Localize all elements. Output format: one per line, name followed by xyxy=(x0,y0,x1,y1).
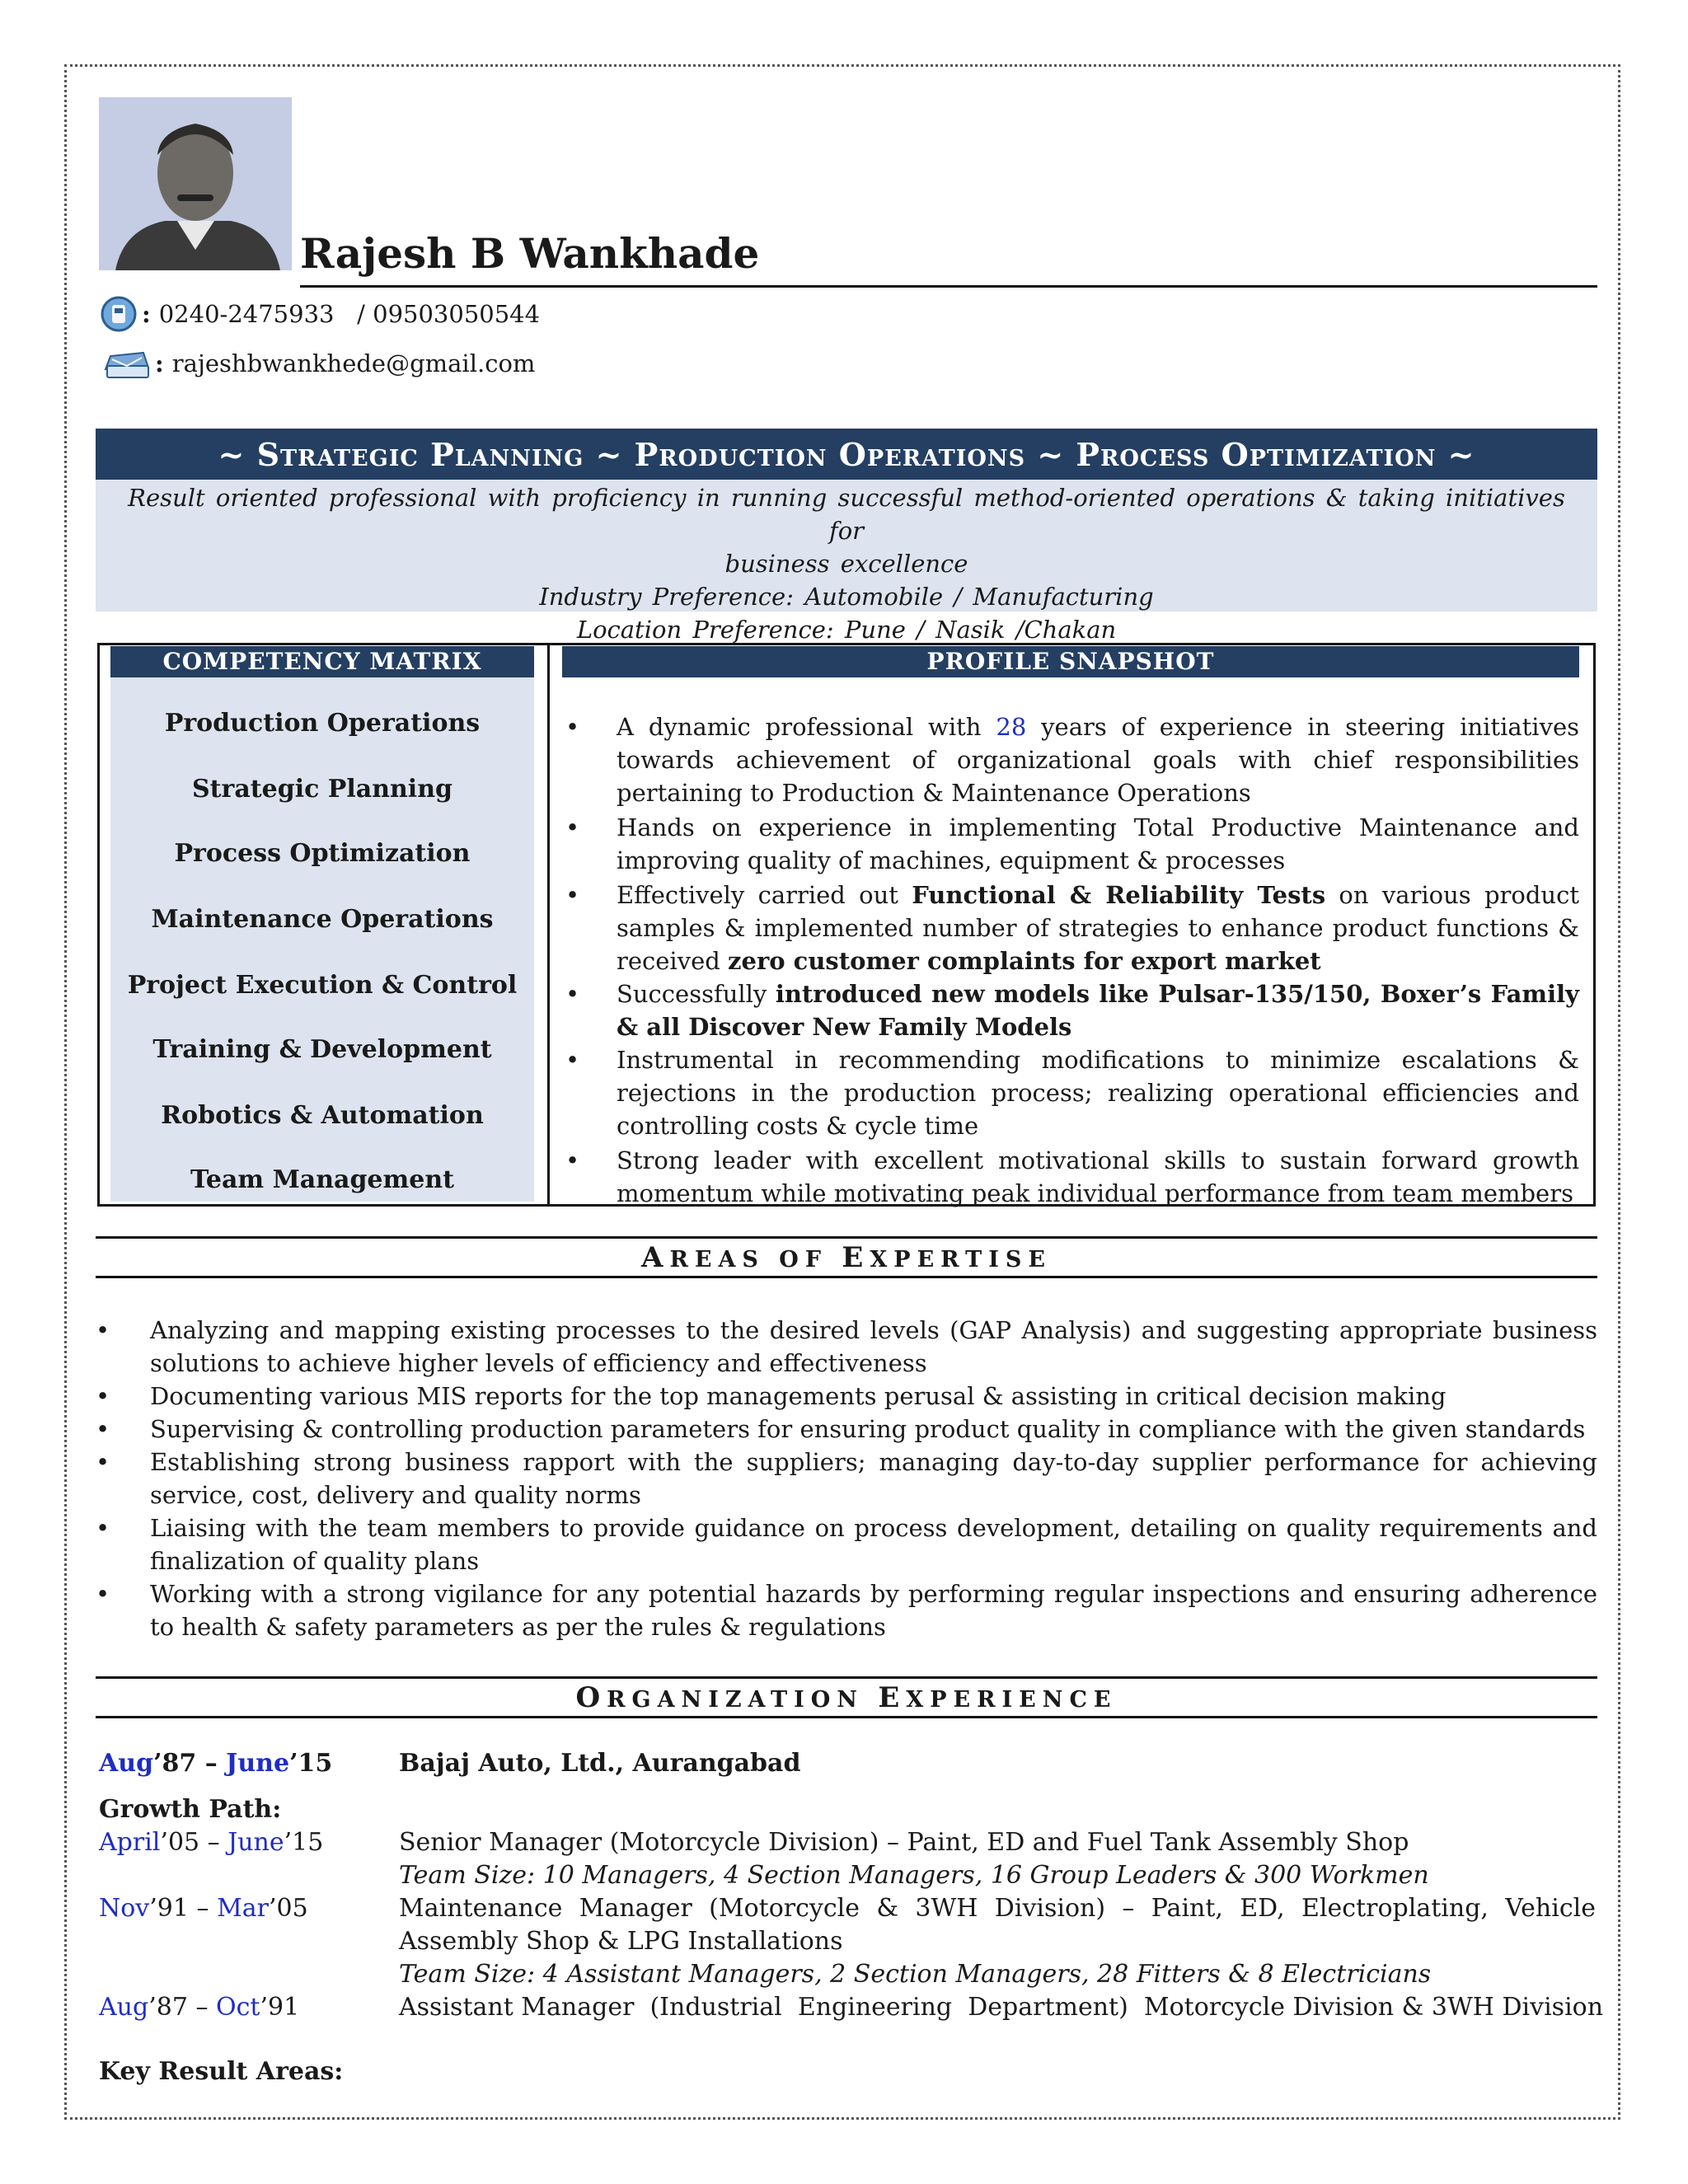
competency-heading: COMPETENCY MATRIX xyxy=(110,646,534,677)
employment-period xyxy=(99,1747,332,1780)
expertise-item: • Working with a strong vigilance for any potential hazards by performing regular inspections and ensuring adherence to health & safety parameters as per the rules & regulations xyxy=(96,1577,1597,1643)
summary-line: business excellence xyxy=(724,550,968,578)
location-preference: Location Preference: Pune / Nasik /Chakan xyxy=(576,616,1117,644)
profile-bullet: • Strong leader with excellent motivational skills to sustain forward growth momentum while motivating peak individual performance from team members xyxy=(565,1144,1579,1210)
heading-cap: A xyxy=(641,1241,670,1274)
summary-block xyxy=(96,480,1597,644)
profile-highlight: Functional & Reliability Tests xyxy=(912,881,1326,909)
expertise-heading xyxy=(96,1241,1597,1277)
profile-text: Effectively carried out xyxy=(617,881,912,909)
key-result-areas-label: Key Result Areas: xyxy=(99,2057,344,2086)
profile-text: on various product samples & implemented number of strategies to enhance product functions & received xyxy=(617,881,1579,975)
column-divider xyxy=(547,643,550,1207)
phone-number: 0240-2475933 / 09503050544 xyxy=(158,300,541,328)
competency-item: Process Optimization xyxy=(174,839,471,868)
heading-cap: E xyxy=(878,1681,907,1714)
profile-text: A dynamic professional with xyxy=(617,713,996,741)
competency-item: Maintenance Operations xyxy=(151,905,494,934)
expertise-item: • Liaising with the team members to provide guidance on process development, detailing on quality requirements and finalization of quality plans xyxy=(96,1511,1597,1577)
competency-item: Team Management xyxy=(190,1165,455,1194)
heading-text: RGANIZATION xyxy=(607,1687,879,1713)
expertise-item: • Analyzing and mapping existing processes to the desired levels (GAP Analysis) and suggesting appropriate business solutions to achieve higher levels of efficiency and effectiveness xyxy=(96,1314,1597,1380)
profile-text: years of experience in steering initiatives towards achievement of organizational goals with chief responsibilities pertaining to Production & Maintenance Operations xyxy=(617,713,1579,807)
profile-bullet: • Instrumental in recommending modifications to minimize escalations & rejections in the production process; realizing operational efficiencies and controlling costs & cycle time xyxy=(565,1043,1579,1142)
date-month: April xyxy=(99,1828,161,1857)
candidate-name: Rajesh B Wankhade xyxy=(300,229,760,278)
profile-bullet xyxy=(565,710,1579,809)
expertise-item: • Establishing strong business rapport with the suppliers; managing day-to-day supplier performance for achieving service, cost, delivery and quality norms xyxy=(96,1446,1597,1511)
growth-path-label: Growth Path: xyxy=(99,1795,282,1824)
heading-cap: E xyxy=(842,1241,870,1274)
date-year: ’05 – xyxy=(160,1828,228,1857)
competency-item: Strategic Planning xyxy=(192,775,452,804)
email-address[interactable]: rajeshbwankhede@gmail.com xyxy=(171,349,536,377)
competency-item: Project Execution & Control xyxy=(127,971,518,1000)
team-size: Team Size: 4 Assistant Managers, 2 Section Managers, 28 Fitters & 8 Electricians xyxy=(399,1960,1432,1989)
expertise-item: • Documenting various MIS reports for the top managements perusal & assisting in critical decision making xyxy=(96,1380,1597,1413)
date-year: ’87 – xyxy=(148,1993,216,2022)
profile-bullet xyxy=(565,977,1579,1043)
profile-bullet: • Hands on experience in implementing Total Productive Maintenance and improving quality of machines, equipment & processes xyxy=(565,811,1579,877)
profile-photo-figure xyxy=(99,97,292,270)
headline-banner: ~ Strategic Planning ~ Production Operations ~ Process Optimization ~ xyxy=(96,429,1597,480)
years-experience: 28 xyxy=(996,713,1027,741)
date-year: ’91 xyxy=(260,1993,300,2022)
date-year: ’05 xyxy=(269,1894,308,1923)
role-title: Assistant Manager (Industrial Engineering Department) Motorcycle Division & 3WH Division xyxy=(399,1993,1604,2022)
summary-line: Result oriented professional with proficiency in running successful method-oriented operations & taking initiatives for xyxy=(128,484,1565,545)
role-period xyxy=(99,1991,299,2024)
section-rule xyxy=(96,1716,1597,1718)
expertise-list xyxy=(96,1314,1597,1643)
company-name: Bajaj Auto, Ltd., Aurangabad xyxy=(399,1749,801,1778)
email-row xyxy=(99,344,535,382)
heading-text: REAS OF xyxy=(669,1247,842,1272)
profile-photo xyxy=(99,97,292,270)
date-year: ’15 xyxy=(284,1828,324,1857)
date-year: ’87 – xyxy=(153,1749,227,1778)
date-month: Aug xyxy=(99,1749,154,1778)
date-month: Mar xyxy=(217,1894,270,1923)
heading-text: XPERIENCE xyxy=(906,1687,1118,1713)
date-month: June xyxy=(227,1828,284,1857)
date-month: June xyxy=(226,1749,290,1778)
date-year: ’15 xyxy=(289,1749,333,1778)
phone-icon xyxy=(99,295,140,333)
role-title: Senior Manager (Motorcycle Division) – Paint, ED and Fuel Tank Assembly Shop xyxy=(399,1828,1409,1857)
date-month: Nov xyxy=(99,1894,150,1923)
email-icon xyxy=(99,344,153,382)
phone-row xyxy=(99,295,540,333)
date-year: ’91 – xyxy=(149,1894,218,1923)
experience-heading xyxy=(96,1681,1597,1717)
heading-cap: O xyxy=(575,1681,607,1714)
profile-highlight: introduced new models like Pulsar-135/150, Boxer’s Family & all Discover New Family Models xyxy=(617,980,1579,1041)
expertise-item: • Supervising & controlling production parameters for ensuring product quality in compliance with the given standards xyxy=(96,1413,1597,1446)
date-month: Aug xyxy=(99,1993,149,2022)
profile-bullet xyxy=(565,879,1579,977)
section-rule xyxy=(96,1276,1597,1278)
role-title: Maintenance Manager (Motorcycle & 3WH Division) – Paint, ED, Electroplating, Vehicle Assembly Shop & LPG Installations xyxy=(399,1894,1596,1956)
industry-preference: Industry Preference: Automobile / Manufacturing xyxy=(539,583,1154,611)
team-size: Team Size: 10 Managers, 4 Section Managers, 16 Group Leaders & 300 Workmen xyxy=(399,1861,1429,1890)
competency-item: Robotics & Automation xyxy=(161,1101,484,1130)
role-period xyxy=(99,1826,323,1859)
profile-text: Successfully xyxy=(617,980,776,1008)
email-separator: : xyxy=(155,349,164,377)
profile-heading: PROFILE SNAPSHOT xyxy=(562,646,1579,677)
section-rule xyxy=(96,1676,1597,1679)
date-month: Oct xyxy=(216,1993,260,2022)
heading-text: XPERTISE xyxy=(870,1247,1052,1272)
profile-highlight: zero customer complaints for export market xyxy=(728,947,1321,975)
phone-separator: : xyxy=(142,300,151,328)
name-underline xyxy=(300,285,1597,288)
section-rule xyxy=(96,1236,1597,1239)
competency-item: Production Operations xyxy=(164,709,481,738)
competency-item: Training & Development xyxy=(152,1035,492,1064)
profile-snapshot-list xyxy=(565,710,1579,1210)
role-period xyxy=(99,1892,308,1925)
